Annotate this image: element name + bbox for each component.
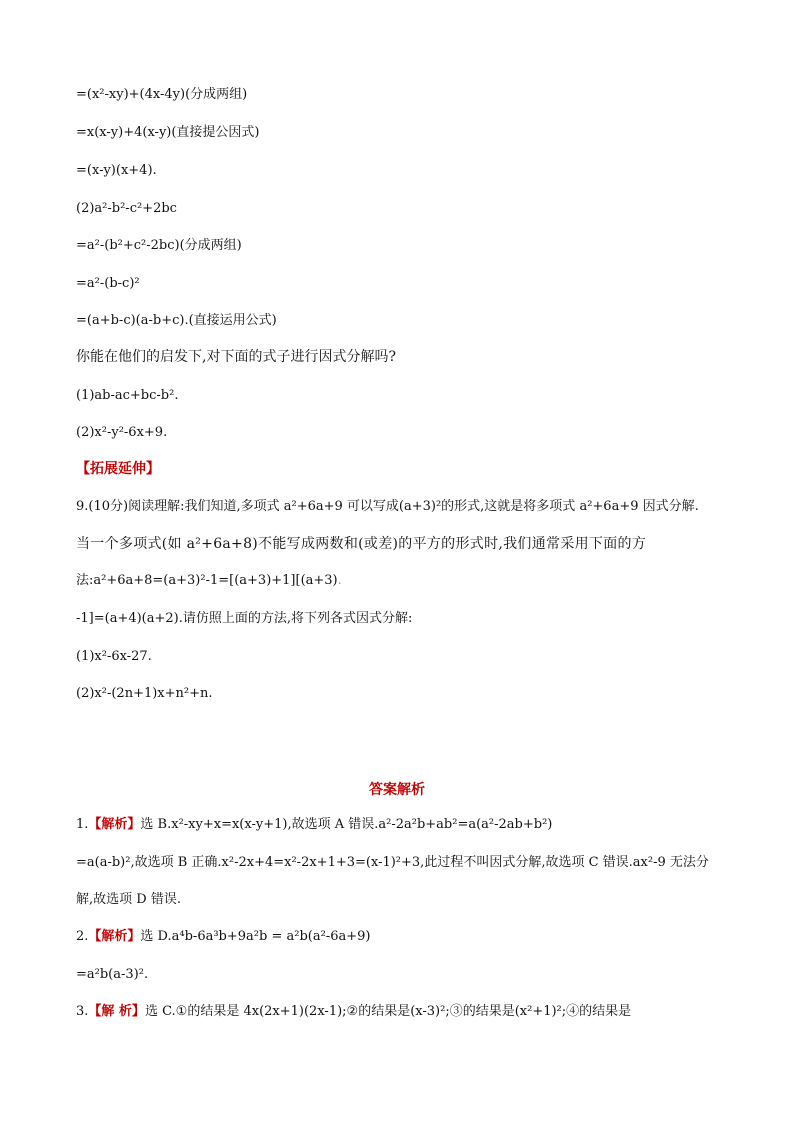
answer-1-line-2: =a(a-b)²,故选项 B 正确.x²-2x+4=x²-2x+1+3=(x-1)²+3,此过程不叫因式分解,故选项 C 错误.ax²-9 无法分 [76,855,709,870]
line-1: =(x²-xy)+(4x-4y)(分成两组) [76,87,248,102]
exercise-2: (2)x²-y²-6x+9. [76,425,168,440]
extension-heading: 【拓展延伸】 [76,461,160,477]
line-2: =x(x-y)+4(x-y)(直接提公因式) [76,125,260,140]
answer-title: 答案解析 [369,782,425,798]
answer-1-line-1 [76,817,552,833]
problem-9-line-3 [76,573,342,589]
problem-9-line-2: 当一个多项式(如 a²+6a+8)不能写成两数和(或差)的平方的形式时,我们通常采用下面的方 [76,536,647,552]
line-6: =a²-(b-c)² [76,276,140,291]
answer-2-line-1 [76,929,370,945]
answer-1-text: 选 B.x²-xy+x=x(x-y+1),故选项 A 错误.a²-2a²b+ab²=a(a²-2ab+b²) [140,817,553,832]
answer-2-mark: 【解析】 [88,929,141,944]
answer-2-number: 2. [76,929,89,944]
line-4: (2)a²-b²-c²+2bc [76,201,177,216]
answer-2-line-2: =a²b(a-3)². [76,967,149,982]
answer-3-mark: 【解 析】 [88,1004,145,1019]
line-7: =(a+b-c)(a-b+c).(直接运用公式) [76,313,277,328]
question-prompt: 你能在他们的启发下,对下面的式子进行因式分解吗? [76,349,396,365]
answer-1-number: 1. [76,817,89,832]
answer-3-text: 选 C.①的结果是 4x(2x+1)(2x-1);②的结果是(x-3)²;③的结果是(x²+1)²;④的结果是 [144,1004,632,1019]
problem-9-line-1: 9.(10分)阅读理解:我们知道,多项式 a²+6a+9 可以写成(a+3)²的形式,这就是将多项式 a²+6a+9 因式分解. [76,499,699,514]
answer-1-line-3: 解,故选项 D 错误. [76,892,181,907]
problem-9-q2: (2)x²-(2n+1)x+n²+n. [76,686,213,701]
line-3: =(x-y)(x+4). [76,163,157,178]
orange-dot: . [337,573,342,588]
answer-1-mark: 【解析】 [88,817,141,832]
exercise-1: (1)ab-ac+bc-b². [76,388,179,403]
line-5: =a²-(b²+c²-2bc)(分成两组) [76,238,242,253]
problem-9-line-3-text: 法:a²+6a+8=(a+3)²-1=[(a+3)+1][(a+3) [76,573,338,588]
answer-2-text: 选 D.a⁴b-6a³b+9a²b = a²b(a²-6a+9) [140,929,371,944]
problem-9-line-4: -1]=(a+4)(a+2).请仿照上面的方法,将下列各式因式分解: [76,611,413,626]
answer-3-line-1 [76,1004,631,1020]
answer-3-number: 3. [76,1004,89,1019]
problem-9-q1: (1)x²-6x-27. [76,649,152,664]
